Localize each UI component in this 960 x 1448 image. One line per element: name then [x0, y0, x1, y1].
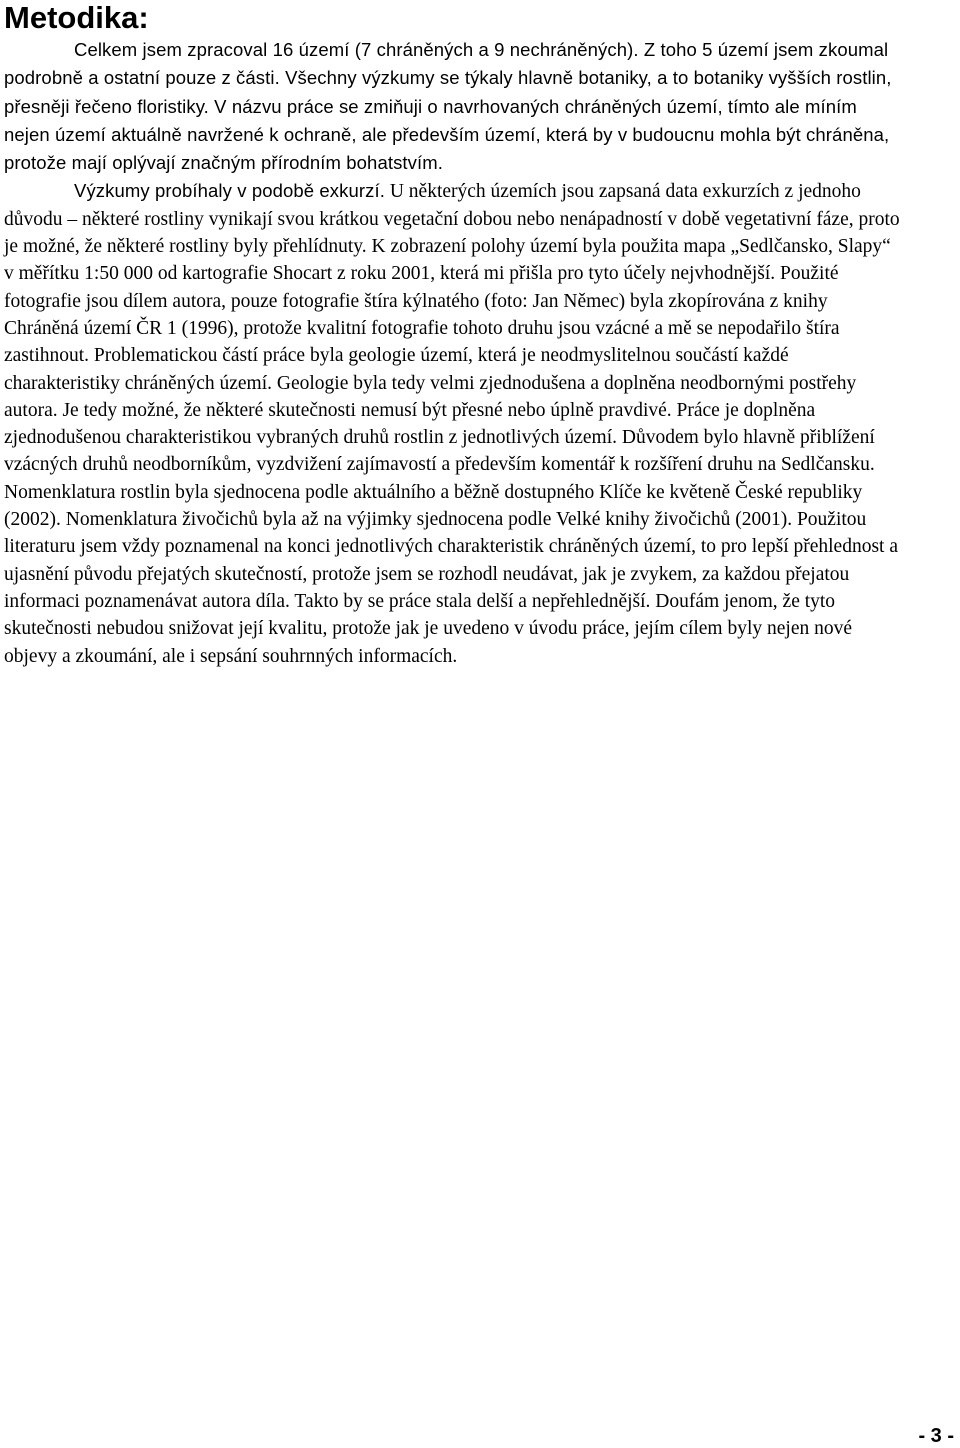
- paragraph-1-text: Celkem jsem zpracoval 16 území (7 chráněných a 9 nechráněných). Z toho 5 území jsem zkoumal podrobně a ostatní pouze z části. Všechny výzkumy se týkaly hlavně botaniky, a to botaniky vyšších rostlin, přesněji řečeno floristiky. V názvu práce se zmiňuji o navrhovaných chráněných území, tímto ale míním nejen území aktuálně navržené k ochraně, ale především území, která by v budoucnu mohla být chráněna, protože mají oplývají značným přírodním bohatstvím.: [4, 39, 892, 174]
- page-heading: Metodika:: [4, 0, 149, 35]
- paragraph-2: [4, 177, 904, 669]
- paragraph-2-lead-text: Výzkumy probíhaly v podobě exkurzí.: [74, 180, 385, 202]
- paragraph-2-text: U některých územích jsou zapsaná data exkurzích z jednoho důvodu – některé rostliny vynikají svou krátkou vegetační dobou nebo nenápadností v době vegetativní fáze, proto je možné, že některé rostliny byly přehlídnuty. K zobrazení polohy území byla použita mapa „Sedlčansko, Slapy“ v měřítku 1:50 000 od kartografie Shocart z roku 2001, která mi přišla pro tyto účely nejvhodnější. Použité fotografie jsou dílem autora, pouze fotografie štíra kýlnatého (foto: Jan Němec) byla zkopírována z knihy Chráněná území ČR 1 (1996), protože kvalitní fotografie tohoto druhu jsou vzácné a mě se nepodařilo štíra zastihnout. Problematickou částí práce byla geologie území, která je neodmyslitelnou součástí každé charakteristiky chráněných území. Geologie byla tedy velmi zjednodušena a doplněna neodbornými postřehy autora. Je tedy možné, že některé skutečnosti nemusí být přesné nebo úplně pravdivé. Práce je doplněna zjednodušenou charakteristikou vybraných druhů rostlin z jednotlivých území. Důvodem bylo hlavně přiblížení vzácných druhů neodborníkům, vyzdvižení zajímavostí a především komentář k rozšíření druhu na Sedlčansku. Nomenklatura rostlin byla sjednocena podle aktuálního a běžně dostupného Klíče ke květeně České republiky (2002). Nomenklatura živočichů byla až na výjimky sjednocena podle Velké knihy živočichů (2001). Použitou literaturu jsem vždy poznamenal na konci jednotlivých charakteristik chráněných území, to pro lepší přehlednost a ujasnění původu přejatých skutečností, protože jsem se rozhodl neudávat, jak je zvykem, za každou přejatou informaci poznamenávat autora díla. Takto by se práce stala delší a nepřehlednější. Doufám jenom, že tyto skutečnosti nebudou snižovat její kvalitu, protože jak je uvedeno v úvodu práce, jejím cílem byly nejen nové objevy a zkoumání, ale i sepsání souhrnných informacích.: [4, 181, 900, 667]
- document-body: [4, 36, 904, 670]
- page-number: - 3 -: [918, 1425, 954, 1447]
- paragraph-1: [4, 36, 904, 177]
